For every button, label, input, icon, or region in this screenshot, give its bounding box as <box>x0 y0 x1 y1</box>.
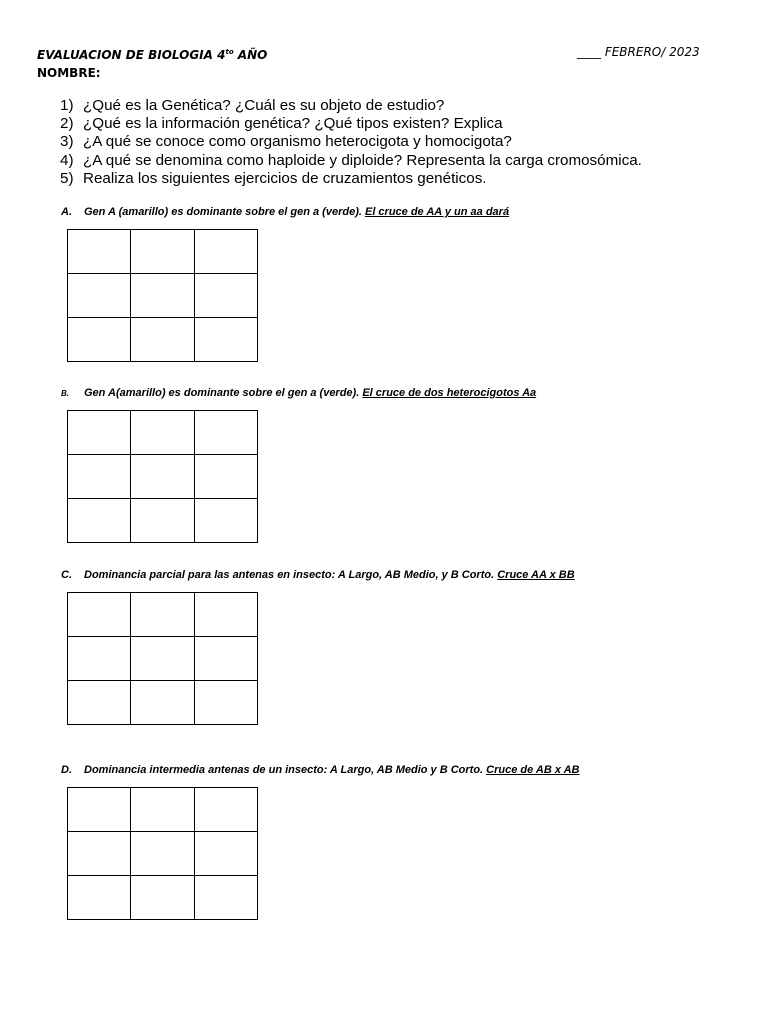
exercise-task: Cruce AA x BB <box>497 569 575 581</box>
exercise-task: El cruce de AA y un aa dará <box>364 206 510 218</box>
question-item <box>60 97 642 115</box>
punnett-cell[interactable] <box>68 681 131 725</box>
exercise-task: Cruce de AB x AB <box>486 764 580 776</box>
exam-date: ____ FEBRERO/ 2023 <box>577 45 700 59</box>
question-item <box>60 170 642 188</box>
punnett-cell[interactable] <box>68 637 131 681</box>
punnett-cell[interactable] <box>68 832 131 876</box>
punnett-cell[interactable] <box>195 832 258 876</box>
punnett-cell[interactable] <box>131 230 194 274</box>
punnett-square-b[interactable] <box>67 410 258 543</box>
exercise-letter: D. <box>61 764 72 776</box>
exercise-text: Dominancia intermedia antenas de un insecto: A Largo, AB Medio y B Corto. <box>84 764 487 776</box>
question-text: ¿A qué se denomina como haploide y diploide? Representa la carga cromosómica. <box>83 151 642 169</box>
punnett-cell[interactable] <box>195 788 258 832</box>
question-text: ¿Qué es la información genética? ¿Qué tipos existen? Explica <box>83 115 503 133</box>
question-text: Realiza los siguientes ejercicios de cruzamientos genéticos. <box>83 169 487 187</box>
punnett-cell[interactable] <box>195 318 258 362</box>
question-item <box>60 115 642 133</box>
question-number: 1) <box>60 97 74 114</box>
punnett-cell[interactable] <box>131 788 194 832</box>
question-number: 3) <box>60 133 74 151</box>
punnett-cell[interactable] <box>195 593 258 637</box>
exercise-c-prompt <box>61 569 575 581</box>
question-text: ¿Qué es la Genética? ¿Cuál es su objeto de estudio? <box>83 97 445 114</box>
punnett-cell[interactable] <box>131 832 194 876</box>
punnett-cell[interactable] <box>68 274 131 318</box>
question-text: ¿A qué se conoce como organismo heterocigota y homocigota? <box>83 133 512 151</box>
punnett-cell[interactable] <box>195 274 258 318</box>
exercise-text: Dominancia parcial para las antenas en insecto: A Largo, AB Medio, y B Corto. <box>84 569 498 581</box>
punnett-cell[interactable] <box>195 681 258 725</box>
exercise-d-prompt <box>61 764 580 776</box>
punnett-cell[interactable] <box>68 499 131 543</box>
question-item <box>60 133 642 151</box>
punnett-cell[interactable] <box>68 876 131 920</box>
question-number: 5) <box>60 169 74 187</box>
punnett-square-c[interactable] <box>67 592 258 725</box>
header-block <box>37 43 267 82</box>
punnett-cell[interactable] <box>131 455 194 499</box>
exercise-task: El cruce de dos heterocigotos Aa <box>362 387 537 399</box>
question-item <box>60 152 642 170</box>
punnett-cell[interactable] <box>131 876 194 920</box>
exercise-a-prompt <box>61 206 509 218</box>
punnett-cell[interactable] <box>195 876 258 920</box>
punnett-cell[interactable] <box>131 637 194 681</box>
exercise-text: Gen A (amarillo) es dominante sobre el gen a (verde). <box>84 206 365 218</box>
exam-title-main: EVALUACION DE BIOLOGIA 4 <box>37 48 226 62</box>
punnett-cell[interactable] <box>195 637 258 681</box>
punnett-cell[interactable] <box>131 593 194 637</box>
exercise-text: Gen A(amarillo) es dominante sobre el gen a (verde). <box>84 387 363 399</box>
exam-title-end: AÑO <box>233 48 268 62</box>
name-label: NOMBRE: <box>37 66 101 80</box>
punnett-cell[interactable] <box>68 593 131 637</box>
exercise-letter: B. <box>61 389 69 398</box>
exercise-letter: C. <box>61 569 72 581</box>
exercise-b-prompt <box>61 387 536 399</box>
question-list <box>60 97 642 188</box>
exercise-letter: A. <box>61 206 72 218</box>
question-number: 4) <box>60 151 74 169</box>
punnett-cell[interactable] <box>131 411 194 455</box>
punnett-cell[interactable] <box>68 411 131 455</box>
punnett-cell[interactable] <box>131 318 194 362</box>
punnett-square-a[interactable] <box>67 229 258 362</box>
exam-title-superscript: to <box>225 48 234 56</box>
punnett-cell[interactable] <box>131 274 194 318</box>
punnett-cell[interactable] <box>68 230 131 274</box>
punnett-square-d[interactable] <box>67 787 258 920</box>
punnett-cell[interactable] <box>195 455 258 499</box>
punnett-cell[interactable] <box>131 499 194 543</box>
punnett-cell[interactable] <box>68 318 131 362</box>
question-number: 2) <box>60 115 74 133</box>
punnett-cell[interactable] <box>195 230 258 274</box>
punnett-cell[interactable] <box>68 788 131 832</box>
exam-title <box>37 43 267 64</box>
punnett-cell[interactable] <box>131 681 194 725</box>
punnett-cell[interactable] <box>195 499 258 543</box>
punnett-cell[interactable] <box>195 411 258 455</box>
punnett-cell[interactable] <box>68 455 131 499</box>
